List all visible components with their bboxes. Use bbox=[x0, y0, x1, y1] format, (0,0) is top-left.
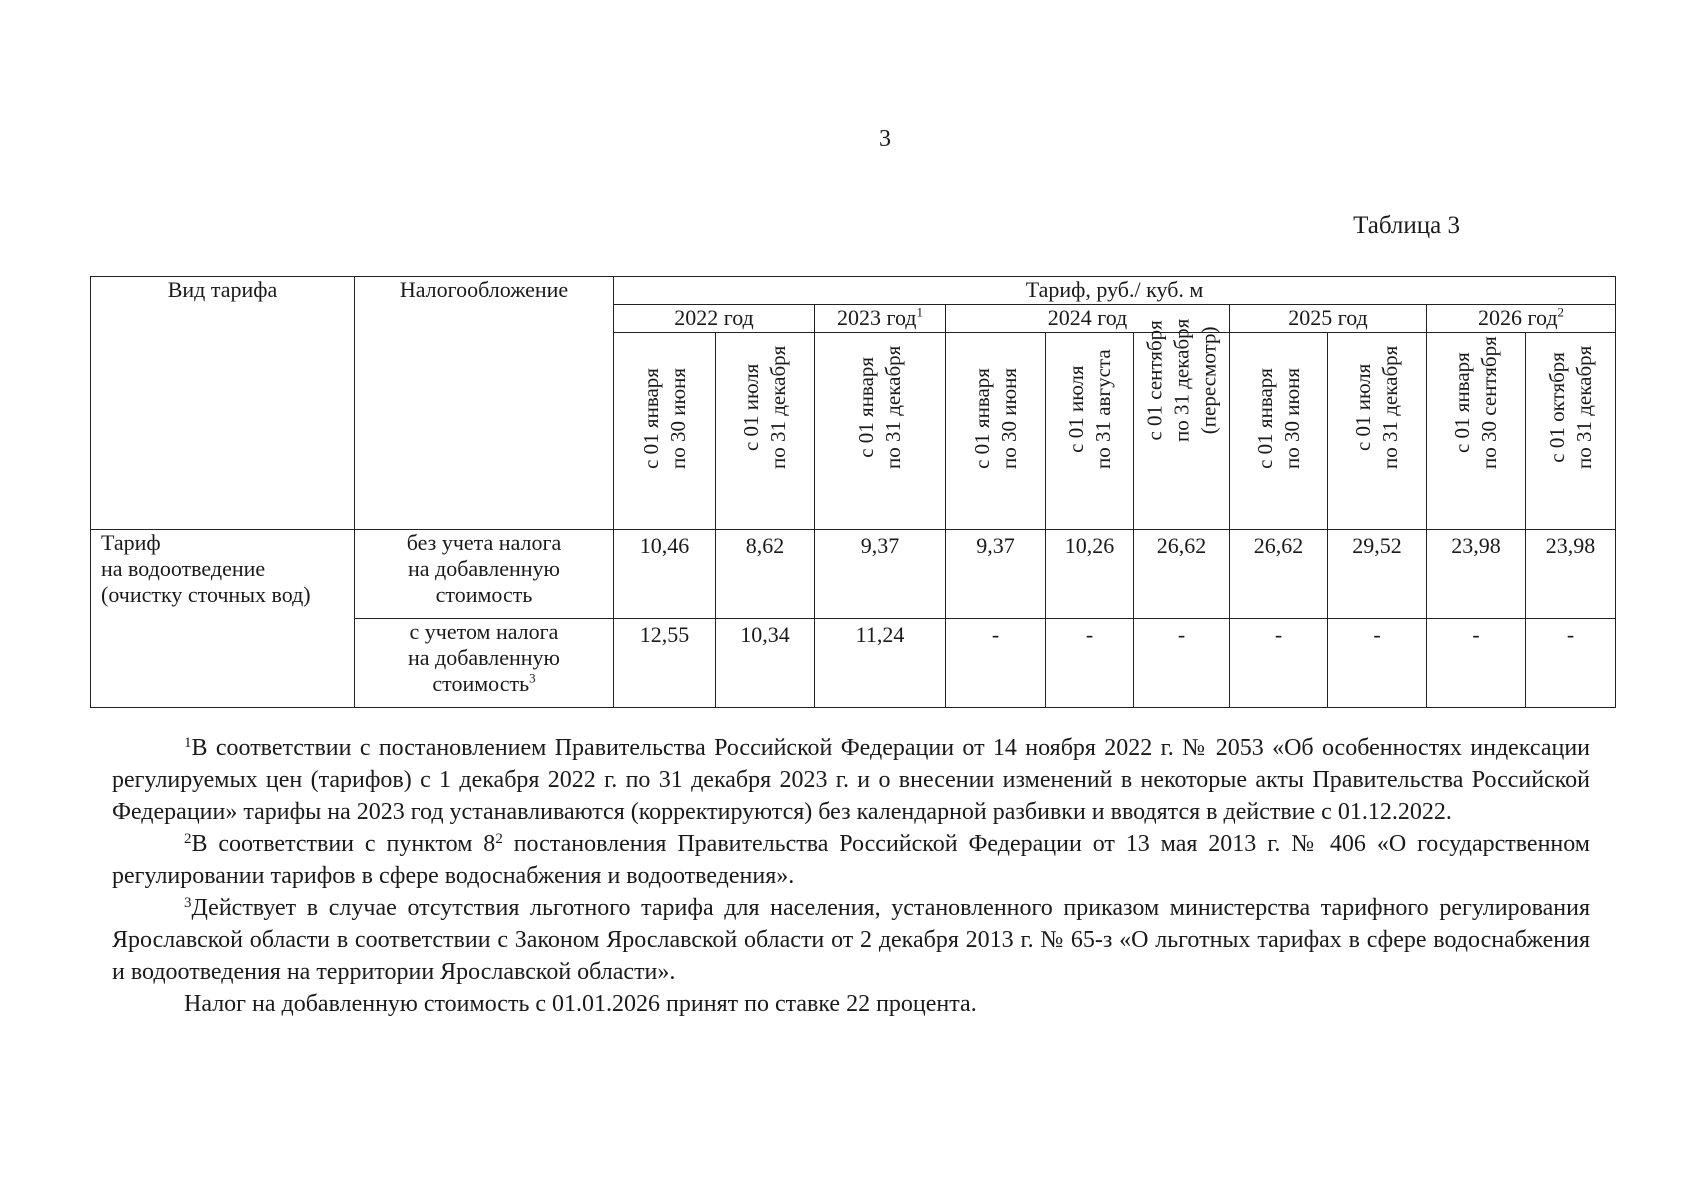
value-cell: 12,55 bbox=[614, 619, 716, 708]
vat-note: Налог на добавленную стоимость с 01.01.2026 принят по ставке 22 процента. bbox=[184, 991, 977, 1017]
header-period: с 01 сентября по 31 декабря (пересмотр) bbox=[1134, 333, 1230, 530]
header-period: с 01 июля по 31 декабря bbox=[1328, 333, 1427, 530]
tariff-table bbox=[90, 276, 1616, 708]
value-cell: - bbox=[1526, 619, 1616, 708]
header-period: с 01 июля по 31 декабря bbox=[716, 333, 815, 530]
value-cell: 9,37 bbox=[946, 530, 1046, 619]
header-taxation: Налогообложение bbox=[355, 277, 614, 530]
value-cell: - bbox=[946, 619, 1046, 708]
value-cell: - bbox=[1328, 619, 1427, 708]
header-period: с 01 января по 31 декабря bbox=[815, 333, 946, 530]
header-tariff-unit: Тариф, руб./ куб. м bbox=[614, 277, 1616, 305]
value-cell: - bbox=[1427, 619, 1526, 708]
value-cell: - bbox=[1046, 619, 1134, 708]
header-period: с 01 января по 30 июня bbox=[946, 333, 1046, 530]
header-year-2024: 2024 год bbox=[946, 305, 1230, 333]
taxation-cell: без учета налога на добавленную стоимость bbox=[355, 530, 614, 619]
header-period: с 01 января по 30 сентября bbox=[1427, 333, 1526, 530]
header-year-2025: 2025 год bbox=[1230, 305, 1427, 333]
header-period: с 01 октября по 31 декабря bbox=[1526, 333, 1616, 530]
header-year-2023: 2023 год$^1$ bbox=[815, 305, 946, 333]
tariff-type-cell: Тариф на водоотведение (очистку сточных вод) bbox=[91, 530, 355, 708]
value-cell: 23,98 bbox=[1427, 530, 1526, 619]
value-cell: 11,24 bbox=[815, 619, 946, 708]
table-row bbox=[91, 530, 1616, 619]
value-cell: 10,34 bbox=[716, 619, 815, 708]
value-cell: 10,46 bbox=[614, 530, 716, 619]
value-cell: 26,62 bbox=[1134, 530, 1230, 619]
footnote-2: $^2$В соответствии с пунктом $8^2$ постановления Правительства Российской Федерации от 13 мая 2013 г. № 406 «О государственном регулировании тарифов в сфере водоснабжения и водоотведения». bbox=[112, 831, 1590, 889]
footnotes bbox=[112, 732, 1590, 1020]
table-caption: Таблица 3 bbox=[1353, 212, 1460, 239]
header-period: с 01 января по 30 июня bbox=[614, 333, 716, 530]
value-cell: 8,62 bbox=[716, 530, 815, 619]
value-cell: 29,52 bbox=[1328, 530, 1427, 619]
value-cell: 23,98 bbox=[1526, 530, 1616, 619]
footnote-3: $^3$Действует в случае отсутствия льготного тарифа для населения, установленного приказом министерства тарифного регулирования Ярославской области в соответствии с Законом Ярославской области от 2 декабря 2013 г. № 65-з «О льготных тарифах в сфере водоснабжения и водоотведения на территории Ярославской области». bbox=[112, 895, 1590, 985]
taxation-cell: с учетом налога на добавленную стоимость$^3$ bbox=[355, 619, 614, 708]
header-period: с 01 января по 30 июня bbox=[1230, 333, 1328, 530]
page-number: 3 bbox=[879, 126, 891, 152]
header-year-2026: 2026 год$^2$ bbox=[1427, 305, 1616, 333]
header-period: с 01 июля по 31 августа bbox=[1046, 333, 1134, 530]
value-cell: - bbox=[1134, 619, 1230, 708]
value-cell: 10,26 bbox=[1046, 530, 1134, 619]
value-cell: - bbox=[1230, 619, 1328, 708]
header-tariff-type: Вид тарифа bbox=[91, 277, 355, 530]
header-year-2022: 2022 год bbox=[614, 305, 815, 333]
value-cell: 9,37 bbox=[815, 530, 946, 619]
value-cell: 26,62 bbox=[1230, 530, 1328, 619]
footnote-1: $^1$В соответствии с постановлением Правительства Российской Федерации от 14 ноября 2022 г. № 2053 «Об особенностях индексации регулируемых цен (тарифов) с 1 декабря 2022 г. по 31 декабря 2023 г. и о внесении изменений в некоторые акты Правительства Российской Федерации» тарифы на 2023 год устанавливаются (корректируются) без календарной разбивки и вводятся в действие с 01.12.2022. bbox=[112, 735, 1590, 825]
